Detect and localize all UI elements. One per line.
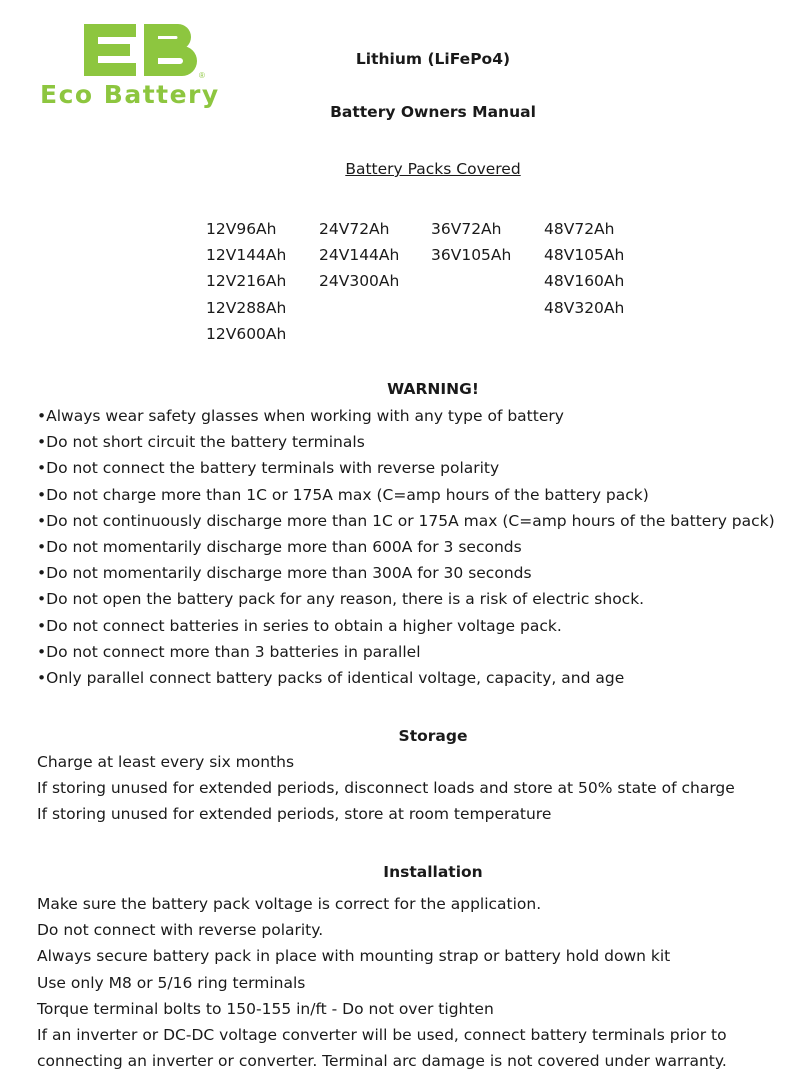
installation-item: connecting an inverter or converter. Terminal arc damage is not covered under warranty.	[37, 1052, 727, 1071]
warning-item: •Do not connect more than 3 batteries in parallel	[37, 642, 421, 661]
pack-item: 48V72Ah	[544, 220, 615, 238]
pack-item: 36V72Ah	[431, 220, 502, 238]
pack-item: 12V96Ah	[206, 220, 277, 238]
installation-item: Do not connect with reverse polarity.	[37, 921, 324, 940]
warning-list	[37, 403, 775, 691]
warning-item: •Do not short circuit the battery terminals	[37, 433, 365, 452]
warning-item: •Always wear safety glasses when working with any type of battery	[37, 407, 564, 425]
storage-item: If storing unused for extended periods, disconnect loads and store at 50% state of charge	[37, 779, 735, 798]
warning-item: •Do not connect the battery terminals with reverse polarity	[37, 459, 500, 478]
warning-item: •Do not continuously discharge more than 1C or 175A max (C=amp hours of the battery pack)	[37, 511, 775, 530]
installation-item: Torque terminal bolts to 150-155 in/ft - Do not over tighten	[37, 999, 494, 1018]
pack-item: 12V144Ah	[206, 246, 287, 265]
packs-heading-wrap	[0, 160, 808, 178]
installation-item: Make sure the battery pack voltage is correct for the application.	[37, 895, 542, 913]
pack-item: 48V105Ah	[544, 246, 625, 265]
logo-registered-mark: ®	[199, 71, 205, 80]
installation-item: Use only M8 or 5/16 ring terminals	[37, 973, 306, 992]
pack-item: 12V600Ah	[206, 324, 287, 343]
packs-heading: Battery Packs Covered	[345, 160, 521, 178]
packs-column-48v	[544, 216, 624, 321]
logo-wordmark: Eco Battery	[40, 80, 220, 109]
installation-list	[37, 891, 727, 1074]
storage-heading: Storage	[398, 727, 468, 745]
pack-item: 12V216Ah	[206, 272, 287, 291]
storage-item: Charge at least every six months	[37, 753, 295, 771]
pack-item: 24V300Ah	[319, 272, 400, 291]
pack-item: 24V144Ah	[319, 246, 400, 265]
installation-item: Always secure battery pack in place with mounting strap or battery hold down kit	[37, 947, 671, 966]
warning-item: •Do not momentarily discharge more than 600A for 3 seconds	[37, 537, 522, 556]
document-title: Battery Owners Manual	[330, 103, 536, 121]
storage-item: If storing unused for extended periods, store at room temperature	[37, 805, 552, 824]
pack-item: 48V160Ah	[544, 272, 625, 291]
warning-item: •Do not momentarily discharge more than 300A for 30 seconds	[37, 564, 532, 583]
warning-item: •Do not charge more than 1C or 175A max (C=amp hours of the battery pack)	[37, 485, 649, 504]
packs-column-36v	[431, 216, 511, 268]
warning-item: •Do not connect batteries in series to obtain a higher voltage pack.	[37, 616, 562, 635]
packs-column-12v	[206, 216, 286, 347]
warning-item: •Do not open the battery pack for any reason, there is a risk of electric shock.	[37, 590, 645, 609]
installation-item: If an inverter or DC-DC voltage converter will be used, connect battery terminals prior to	[37, 1025, 727, 1044]
storage-list	[37, 749, 735, 828]
pack-item: 12V288Ah	[206, 298, 287, 317]
pack-item: 48V320Ah	[544, 298, 625, 317]
pack-item: 36V105Ah	[431, 246, 512, 265]
installation-heading: Installation	[383, 863, 483, 881]
packs-column-24v	[319, 216, 399, 295]
warning-heading: WARNING!	[387, 380, 479, 398]
document-subtitle: Lithium (LiFePo4)	[355, 50, 511, 68]
warning-item: •Only parallel connect battery packs of identical voltage, capacity, and age	[37, 668, 625, 687]
pack-item: 24V72Ah	[319, 220, 390, 238]
